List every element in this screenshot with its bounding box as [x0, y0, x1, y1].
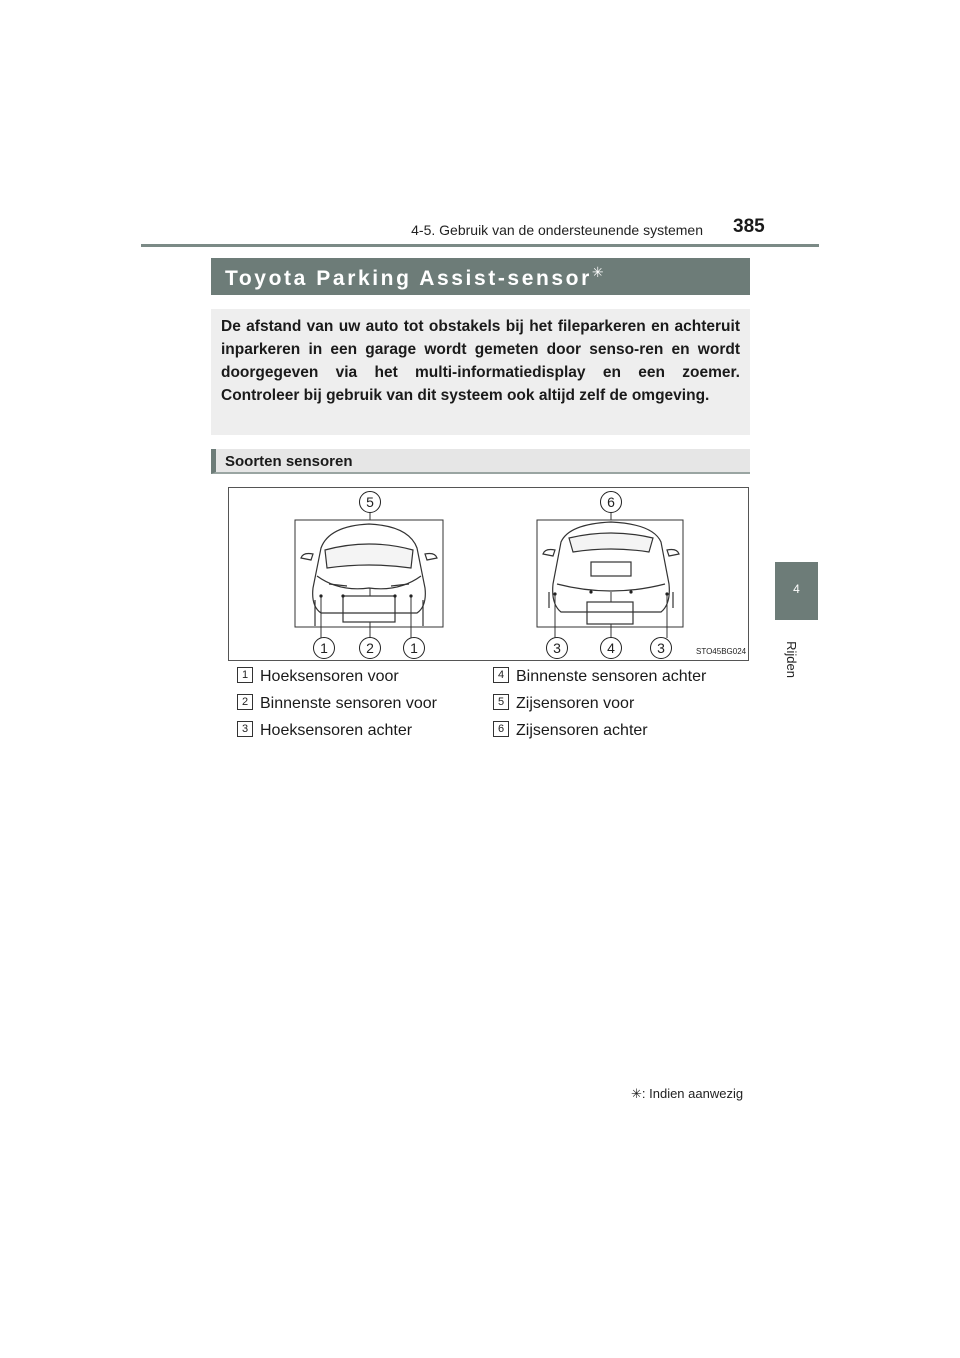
chapter-label: Rijden — [783, 641, 799, 678]
legend-label: Hoeksensoren achter — [260, 722, 413, 739]
legend-number: 2 — [237, 694, 253, 710]
subheading-bar — [211, 449, 750, 474]
page-number: 385 — [733, 216, 765, 237]
subheading: Soorten sensoren — [225, 453, 353, 470]
callout-front-corner-right: 1 — [403, 637, 425, 659]
legend-number: 6 — [493, 721, 509, 737]
section-title-bar — [211, 258, 750, 295]
front-car-drawing — [295, 506, 443, 638]
callout-front-corner-left: 1 — [313, 637, 335, 659]
intro-text: De afstand van uw auto tot obstakels bij het fileparkeren en achteruit inparkeren in een garage wordt gemeten door senso-ren en wordt doorgegeven via het multi-informatiedisplay en een zoemer. Controleer bij gebruik van dit systeem ook altijd zelf de omgeving. — [221, 318, 740, 404]
callout-rear-side-sensors: 6 — [600, 491, 622, 513]
callout-rear-corner-left: 3 — [546, 637, 568, 659]
figure-code: STO45BG024 — [696, 647, 747, 656]
chapter-number: 4 — [793, 582, 800, 596]
legend-label: Zijsensoren achter — [516, 722, 648, 739]
optional-marker: ✳ — [591, 264, 604, 280]
rear-car-drawing — [537, 506, 683, 638]
section-title-text: Toyota Parking Assist-sensor — [225, 267, 592, 290]
header-divider — [141, 244, 819, 247]
section-header: 4-5. Gebruik van de ondersteunende systemen — [411, 222, 703, 238]
section-title — [225, 264, 604, 291]
chapter-side-label — [783, 641, 807, 678]
legend-number: 1 — [237, 667, 253, 683]
sensor-figure — [228, 487, 749, 661]
callout-rear-corner-right: 3 — [650, 637, 672, 659]
car-illustration — [229, 488, 750, 662]
legend-number: 5 — [493, 694, 509, 710]
intro-box — [211, 309, 750, 435]
legend-number: 4 — [493, 667, 509, 683]
callout-front-inner: 2 — [359, 637, 381, 659]
legend-label: Binnenste sensoren voor — [260, 695, 437, 712]
legend-number: 3 — [237, 721, 253, 737]
callout-rear-inner: 4 — [600, 637, 622, 659]
footnote: ✳: Indien aanwezig — [631, 1086, 744, 1101]
callout-front-side-sensors: 5 — [359, 491, 381, 513]
legend-label: Zijsensoren voor — [516, 695, 635, 712]
legend-label: Hoeksensoren voor — [260, 668, 399, 685]
chapter-tab — [775, 562, 818, 620]
legend-label: Binnenste sensoren achter — [516, 668, 707, 685]
